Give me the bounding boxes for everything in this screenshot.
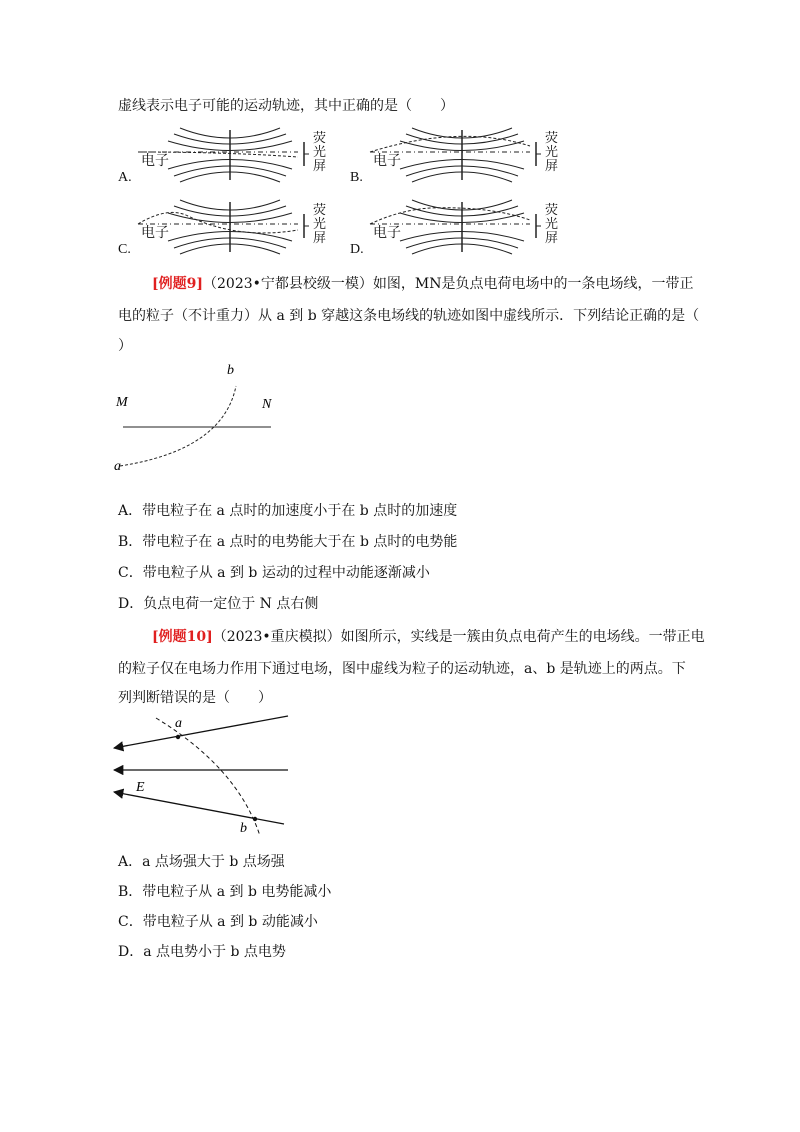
label-a: a	[114, 459, 121, 474]
ex9-line2: 电的粒子（不计重力）从 a 到 b 穿越这条电场线的轨迹如图中虚线所示．下列结论正确的是（	[118, 308, 700, 324]
label-N: N	[262, 397, 272, 412]
ex9-option-d[interactable]: D．负点电荷一定位于 N 点右侧	[118, 596, 319, 612]
screen-label-d: 荧 光 屏	[545, 203, 559, 246]
ex10-line3: 列判断错误的是（ ）	[118, 690, 272, 706]
ex10-tag: [例题10]	[152, 629, 213, 645]
field-line-top	[114, 716, 288, 748]
ex10-option-a[interactable]: A．a 点场强大于 b 点场强	[118, 854, 285, 870]
point-a	[176, 735, 180, 739]
ex10-figure	[108, 708, 298, 840]
point-b	[253, 817, 257, 821]
q8-stem: 虚线表示电子可能的运动轨迹，其中正确的是（ ）	[118, 98, 454, 114]
electron-label-d: 电子	[373, 225, 401, 241]
label-a: a	[175, 716, 182, 731]
ex10-option-b[interactable]: B．带电粒子从 a 到 b 电势能减小	[118, 884, 332, 900]
ex10-line2: 的粒子仅在电场力作用下通过电场，图中虚线为粒子的运动轨迹，a、b 是轨迹上的两点。下	[118, 661, 686, 677]
q8-option-c[interactable]: C.	[118, 242, 131, 257]
label-E: E	[136, 780, 145, 795]
ex9-option-b[interactable]: B．带电粒子在 a 点时的电势能大于在 b 点时的电势能	[118, 534, 458, 550]
particle-trajectory	[156, 718, 260, 836]
q8-option-b[interactable]: B.	[350, 170, 363, 185]
electron-label-c: 电子	[141, 225, 169, 241]
electron-label-a: 电子	[141, 153, 169, 169]
ex9-line3: ）	[118, 338, 132, 354]
label-M: M	[116, 395, 128, 410]
q8-option-a[interactable]: A.	[118, 170, 132, 185]
label-b: b	[240, 821, 247, 836]
ex10-option-c[interactable]: C．带电粒子从 a 到 b 动能减小	[118, 914, 318, 930]
screen-label-a: 荧 光 屏	[313, 131, 327, 174]
ex10-source: （2023•重庆模拟）	[212, 629, 341, 645]
field-line-bottom	[114, 792, 284, 824]
ex9-figure	[108, 358, 288, 476]
ex9-tag: [例题9]	[152, 276, 203, 292]
q8-option-d[interactable]: D.	[350, 242, 364, 257]
ex9-option-a[interactable]: A．带电粒子在 a 点时的加速度小于在 b 点时的加速度	[118, 503, 458, 519]
ex9-source: （2023•宁都县校级一模）	[203, 276, 373, 292]
label-b: b	[227, 363, 234, 378]
particle-trajectory	[120, 386, 236, 466]
screen-label-c: 荧 光 屏	[313, 203, 327, 246]
ex9-line1	[152, 274, 693, 294]
ex9-text1: 如图，MN是负点电荷电场中的一条电场线，一带正	[372, 276, 694, 292]
screen-label-b: 荧 光 屏	[545, 131, 559, 174]
ex10-option-d[interactable]: D．a 点电势小于 b 点电势	[118, 944, 286, 960]
ex10-line1	[152, 627, 705, 647]
ex9-option-c[interactable]: C．带电粒子从 a 到 b 运动的过程中动能逐渐减小	[118, 565, 430, 581]
ex10-text1: 如图所示，实线是一簇由负点电荷产生的电场线。一带正电	[340, 629, 705, 645]
electron-label-b: 电子	[373, 153, 401, 169]
